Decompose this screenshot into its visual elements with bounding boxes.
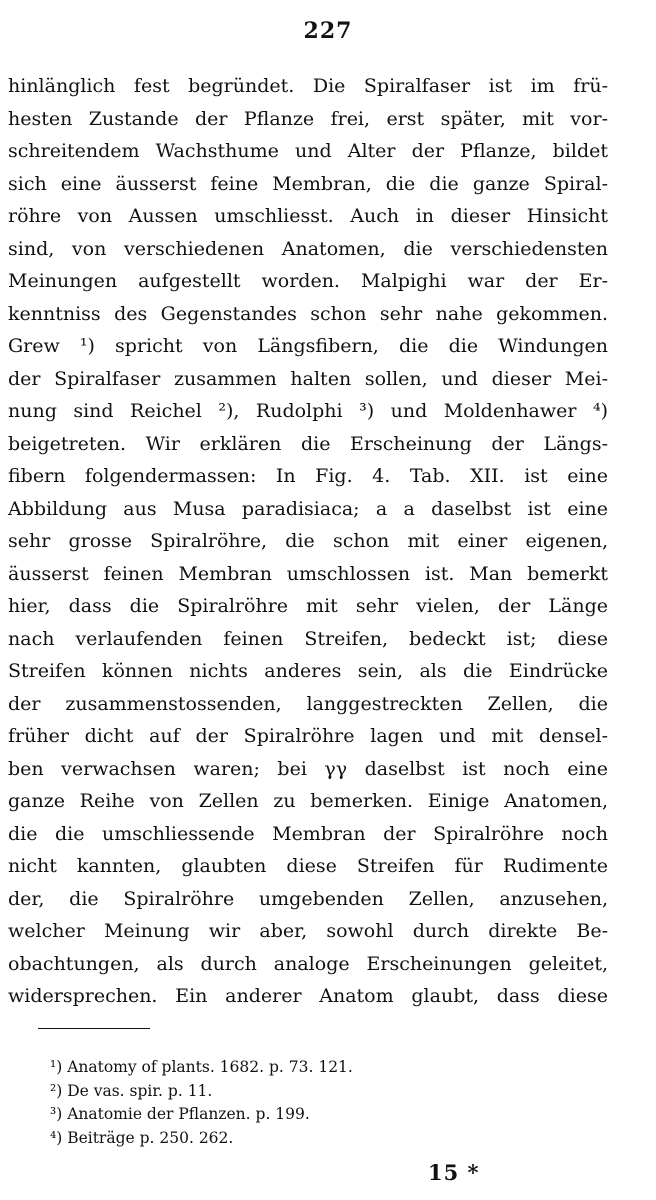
text-line: widersprechen. Ein anderer Anatom glaubt, dass diese [8,985,608,1007]
text-line: ganze Reihe von Zellen zu bemerken. Einige Anatomen, [8,790,608,812]
text-line: hesten Zustande der Pflanze frei, erst später, mit vor- [8,107,608,130]
footnote: ²) De vas. spir. p. 11. [50,1081,213,1100]
text-line: Grew ¹) spricht von Längsfibern, die die Windungen [8,335,608,357]
text-line: röhre von Aussen umschliesst. Auch in dieser Hinsicht [8,205,608,227]
footnotes [50,1056,570,1150]
text-line: der zusammenstossenden, langgestreckten Zellen, die [8,692,608,715]
footnote: ³) Anatomie der Pflanzen. p. 199. [50,1105,310,1123]
printer-signature-mark: 15 * [428,1160,480,1185]
footnote-separator-rule [38,1028,150,1029]
text-line: kenntniss des Gegenstandes schon sehr nahe gekommen. [8,302,608,325]
text-line: hinlänglich fest begründet. Die Spiralfaser ist im frü- [8,75,608,97]
text-line: Abbildung aus Musa paradisiaca; a a daselbst ist eine [8,497,608,520]
footnote: ⁴) Beiträge p. 250. 262. [50,1128,234,1147]
text-line: Streifen können nichts anderes sein, als die Eindrücke [8,660,608,682]
text-line: sich eine äusserst feine Membran, die die ganze Spiral- [8,172,608,195]
text-line: fibern folgendermassen: In Fig. 4. Tab. XII. ist eine [8,465,608,487]
text-line: obachtungen, als durch analoge Erscheinungen geleitet, [8,952,608,975]
text-line: hier, dass die Spiralröhre mit sehr vielen, der Länge [8,595,608,617]
text-line: der, die Spiralröhre umgebenden Zellen, anzusehen, [8,887,608,910]
body-text [8,70,608,1013]
text-line: sind, von verschiedenen Anatomen, die verschiedensten [8,237,608,260]
text-line: welcher Meinung wir aber, sowohl durch direkte Be- [8,920,608,942]
text-line: früher dicht auf der Spiralröhre lagen und mit densel- [8,725,608,747]
text-line: nach verlaufenden feinen Streifen, bedeckt ist; diese [8,627,608,650]
text-line: beigetreten. Wir erklären die Erscheinung der Längs- [8,432,608,455]
text-line: nicht kannten, glaubten diese Streifen für Rudimente [8,855,608,877]
footnote: ¹) Anatomy of plants. 1682. p. 73. 121. [50,1058,353,1076]
text-line: Meinungen aufgestellt worden. Malpighi war der Er- [8,270,608,292]
text-line: nung sind Reichel ²), Rudolphi ³) und Moldenhawer ⁴) [8,400,608,422]
text-line: ben verwachsen waren; bei γγ daselbst ist noch eine [8,757,608,780]
page-number: 227 [303,18,353,44]
text-line: schreitendem Wachsthume und Alter der Pflanze, bildet [8,140,608,162]
text-line: die die umschliessende Membran der Spiralröhre noch [8,822,608,845]
text-line: der Spiralfaser zusammen halten sollen, und dieser Mei- [8,367,608,390]
text-line: äusserst feinen Membran umschlossen ist. Man bemerkt [8,562,608,585]
text-line: sehr grosse Spiralröhre, die schon mit einer eigenen, [8,530,608,552]
